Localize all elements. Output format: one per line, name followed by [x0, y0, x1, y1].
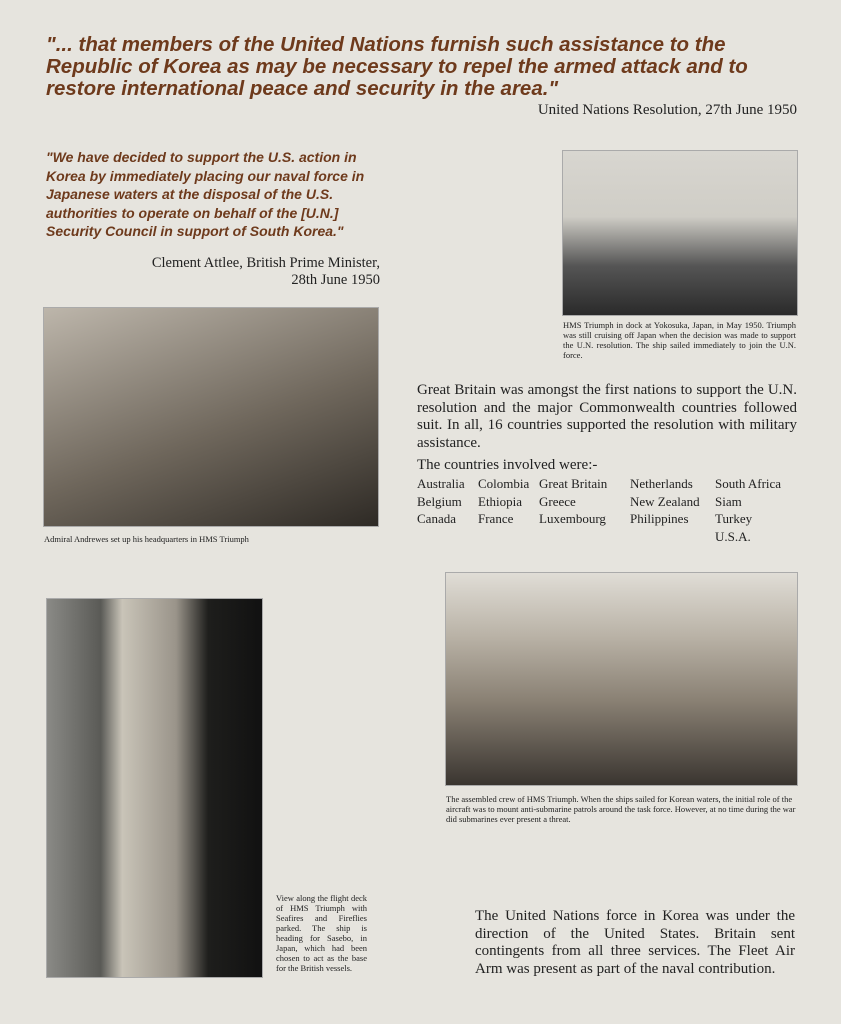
attlee-source: [120, 255, 380, 289]
dock-caption: HMS Triumph in dock at Yokosuka, Japan, in May 1950. Triumph was still cruising off Japan when the decision was made to support the U.N. resolution. The ship sailed immediately to join the U.N. force.: [563, 320, 796, 360]
country: Australia: [417, 476, 465, 491]
attlee-quote: "We have decided to support the U.S. action in Korea by immediately placing our naval force in Japanese waters at the disposal of the U.S. authorities to operate on behalf of the [U.N.] Security Council in support of South Korea.": [46, 149, 365, 239]
country: Turkey: [715, 511, 753, 526]
flight-deck-caption: View along the flight deck of HMS Triumph with Seafires and Fireflies parked. The ship is heading for Sasebo, in Japan, which had been chosen to act as the base for the British vessels.: [276, 893, 367, 973]
country: Philippines: [630, 511, 689, 526]
country: Colombia: [478, 476, 530, 491]
force-text: The United Nations force in Korea was under the direction of the United States. Britain sent contingents from all three services. The Fleet Air Arm was present as part of the naval contribution.: [475, 908, 795, 977]
photo-flight-deck: [46, 598, 263, 978]
andrewes-caption: Admiral Andrewes set up his headquarters in HMS Triumph: [44, 534, 249, 544]
country: Belgium: [417, 493, 462, 509]
country: U.S.A.: [715, 528, 751, 544]
photo-hms-triumph-dock: [562, 150, 798, 316]
country: Siam: [715, 493, 742, 509]
support-text: Great Britain was amongst the first nations to support the U.N. resolution and the major Commonwealth countries followed suit. In all, 16 countries supported the resolution with military assistance.: [417, 382, 797, 451]
countries-list: [417, 475, 795, 545]
photo-assembled-crew: [445, 572, 798, 786]
crew-caption: The assembled crew of HMS Triumph. When the ships sailed for Korean waters, the initial role of the aircraft was to mount anti-submarine patrols around the task force. However, at no time during the war did submarines ever present a threat.: [446, 794, 796, 824]
photo-admiral-andrewes: [43, 307, 379, 527]
country: Canada: [417, 511, 456, 526]
countries-heading: The countries involved were:-: [417, 457, 598, 473]
un-resolution-quote: "... that members of the United Nations furnish such assistance to the Republic of Korea as may be necessary to repel the armed attack and to restore international peace and security in the area.": [46, 33, 748, 100]
country: Netherlands: [630, 476, 693, 491]
attlee-source-line2: 28th June 1950: [291, 272, 380, 288]
country: New Zealand: [630, 493, 700, 509]
country: Ethiopia: [478, 493, 523, 509]
country: South Africa: [715, 476, 782, 491]
attlee-source-line1: Clement Attlee, British Prime Minister,: [151, 255, 380, 271]
country: Luxembourg: [539, 511, 606, 526]
country: Great Britain: [539, 476, 608, 491]
country: France: [478, 511, 514, 526]
country: Greece: [539, 493, 576, 509]
un-resolution-source: United Nations Resolution, 27th June 1950: [537, 102, 797, 118]
